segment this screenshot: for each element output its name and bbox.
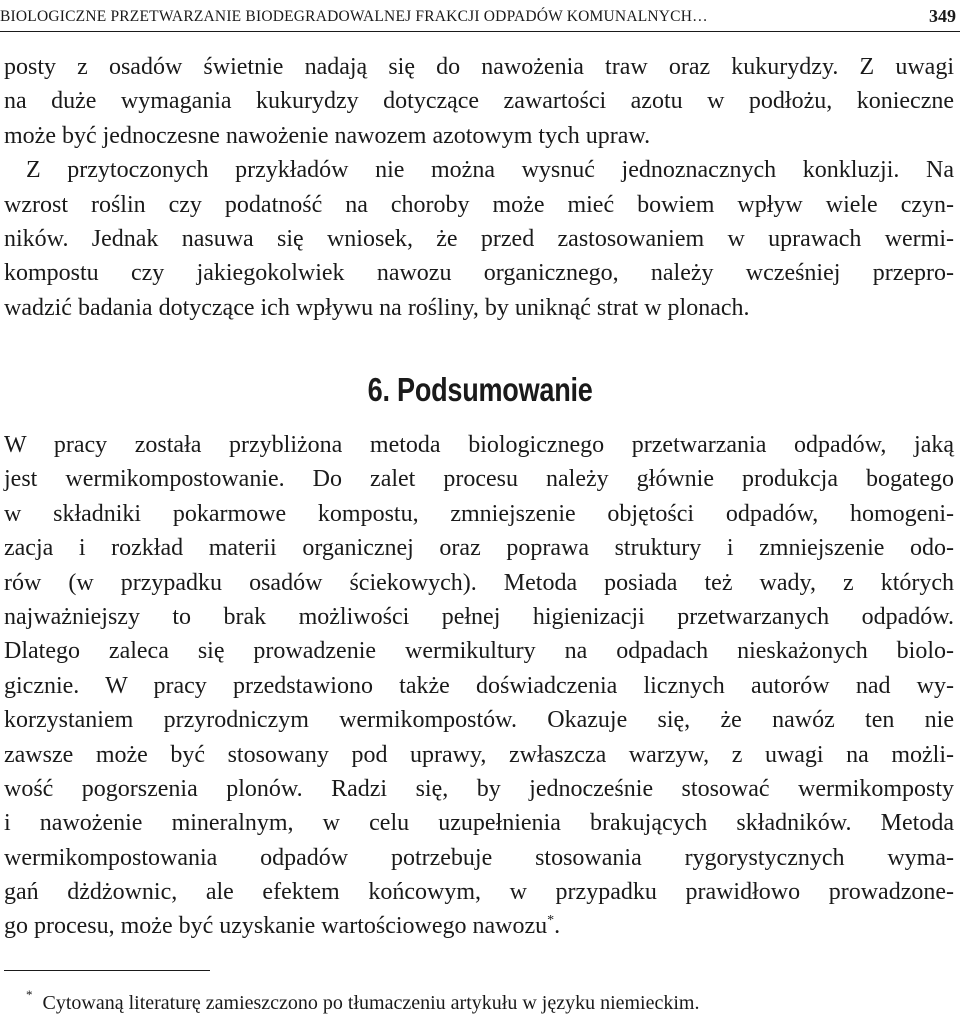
text-line: i nawożenie mineralnym, w celu uzupełnienia brakujących składników. Metoda xyxy=(4,810,954,837)
text-line: gań dżdżownic, ale efektem końcowym, w przypadku prawidłowo prowadzone- xyxy=(4,879,954,906)
text-line: posty z osadów świetnie nadają się do nawożenia traw oraz kukurydzy. Z uwagi xyxy=(4,54,954,80)
text-line: rów (w przypadku osadów ściekowych). Metoda posiada też wady, z których xyxy=(4,569,954,596)
text-line: wermikompostowania odpadów potrzebuje stosowania rygorystycznych wyma- xyxy=(4,844,954,871)
text-line: zawsze może być stosowany pod uprawy, zwłaszcza warzyw, z uwagi na możli- xyxy=(4,741,954,768)
text-line: wość pogorszenia plonów. Radzi się, by jednocześnie stosować wermikomposty xyxy=(4,775,954,802)
text-line-content: go procesu, może być uzyskanie wartościowego nawozu xyxy=(4,913,548,940)
text-line: w składniki pokarmowe kompostu, zmniejszenie objętości odpadów, homogeni- xyxy=(4,500,954,527)
text-line-last xyxy=(4,909,954,943)
text-line: wzrost roślin czy podatność na choroby może mieć bowiem wpływ wiele czyn- xyxy=(4,191,954,218)
footnote-rule xyxy=(4,970,210,971)
section-heading xyxy=(0,370,960,410)
text-line: kompostu czy jakiegokolwiek nawozu organicznego, należy wcześniej przepro- xyxy=(4,260,954,287)
text-line: wadzić badania dotyczące ich wpływu na rośliny, by uniknąć strat w plonach. xyxy=(4,294,750,321)
running-head xyxy=(0,2,960,30)
text-line: ników. Jednak nasuwa się wniosek, że przed zastosowaniem w uprawach wermi- xyxy=(4,225,954,252)
text-line: Dlatego zaleca się prowadzenie wermikultury na odpadach nieskażonych biolo- xyxy=(4,638,954,665)
final-period: . xyxy=(554,913,561,940)
page-number: 349 xyxy=(929,6,956,26)
text-line: W pracy została przybliżona metoda biologicznego przetwarzania odpadów, jaką xyxy=(4,432,954,458)
footnote-text: Cytowaną literaturę zamieszczono po tłumaczeniu artykułu w języku niemieckim. xyxy=(42,992,700,1014)
header-rule xyxy=(0,31,960,32)
text-line: Z przytoczonych przykładów nie można wysnuć jednoznacznych konkluzji. Na xyxy=(26,157,954,184)
text-line: najważniejszy to brak możliwości pełnej higienizacji przetwarzanych odpadów. xyxy=(4,603,954,630)
footnote-reference[interactable]: * xyxy=(547,913,555,929)
text-line: zacja i rozkład materii organicznej oraz poprawa struktury i zmniejszenie odo- xyxy=(4,535,954,562)
section-heading-text: 6. Podsumowanie xyxy=(367,371,593,408)
text-line: jest wermikompostowanie. Do zalet procesu należy głównie produkcja bogatego xyxy=(4,466,954,493)
text-line: może być jednoczesne nawożenie nawozem azotowym tych upraw. xyxy=(4,122,651,149)
footnote xyxy=(26,987,956,1018)
summary-paragraph xyxy=(4,428,954,944)
running-head-title: BIOLOGICZNE PRZETWARZANIE BIODEGRADOWALNEJ FRAKCJI ODPADÓW KOMUNALNYCH… xyxy=(0,8,708,25)
text-line: korzystaniem przyrodniczym wermikompostów. Okazuje się, że nawóz ten nie xyxy=(4,707,954,734)
text-line: na duże wymagania kukurydzy dotyczące zawartości azotu w podłożu, konieczne xyxy=(4,88,954,115)
body-text-upper xyxy=(4,50,954,325)
text-line: gicznie. W pracy przedstawiono także doświadczenia licznych autorów nad wy- xyxy=(4,672,954,699)
footnote-mark: * xyxy=(26,987,33,1002)
